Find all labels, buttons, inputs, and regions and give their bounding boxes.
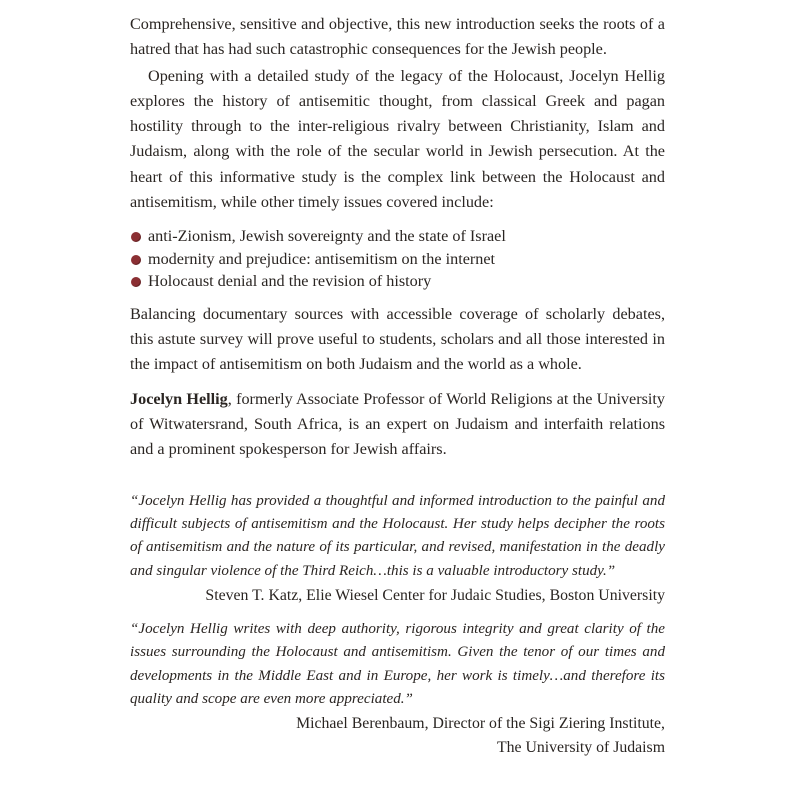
bullet-dot-icon [131,255,141,265]
topic-text: Holocaust denial and the revision of history [148,272,432,291]
topic-item [130,270,665,293]
topics-list [130,225,665,293]
author-name: Jocelyn Hellig [130,389,228,408]
description-paragraph-3: Balancing documentary sources with accessible coverage of scholarly debates, this astute survey will prove useful to students, scholars and all those interested in the impact of antisemitism on both Judaism and the world as a whole. [130,304,665,374]
endorsement-quote-1: “Jocelyn Hellig has provided a thoughtful and informed introduction to the painful and difficult subjects of antisemitism and the Holocaust. Her study helps decipher the roots of antisemitism and the nature of its particular, and revised, manifestation in the deadly and singular violence of the Third Reich…this is a valuable introductory study.” [130,492,665,579]
endorsement-attribution-1: Steven T. Katz, Elie Wiesel Center for Judaic Studies, Boston University [205,587,665,605]
endorsement-attribution-2-line-1: Michael Berenbaum, Director of the Sigi Ziering Institute, [296,715,665,733]
bullet-dot-icon [131,232,141,242]
author-bio-text: , formerly Associate Professor of World Religions at the University of Witwatersrand, South Africa, is an expert on Judaism and interfaith relations and a prominent spokesperson for Jewish affairs. [130,389,665,459]
endorsement-quote-2: “Jocelyn Hellig writes with deep authority, rigorous integrity and great clarity of the issues surrounding the Holocaust and antisemitism. Given the tenor of our times and developments in the Middle East and in Europe, her work is timely…and therefore its quality and scope are even more appreciated.” [130,620,665,707]
description-paragraph-2: Opening with a detailed study of the legacy of the Holocaust, Jocelyn Hellig explores the history of antisemitic thought, from classical Greek and pagan hostility through to the inter-religious rivalry between Christianity, Islam and Judaism, along with the role of the secular world in Jewish persecution. At the heart of this informative study is the complex link between the Holocaust and antisemitism, while other timely issues covered include: [130,66,665,212]
description-paragraph-1: Comprehensive, sensitive and objective, this new introduction seeks the roots of a hatred that has had such catastrophic consequences for the Jewish people. [130,15,665,59]
endorsement-attribution-2-line-2: The University of Judaism [496,738,665,756]
back-cover-text [130,12,665,759]
bullet-dot-icon [131,277,141,287]
topic-item [130,225,665,248]
topic-text: modernity and prejudice: antisemitism on the internet [148,249,496,268]
topic-text: anti-Zionism, Jewish sovereignty and the state of Israel [148,227,506,246]
author-bio [130,387,665,463]
topic-item [130,248,665,271]
